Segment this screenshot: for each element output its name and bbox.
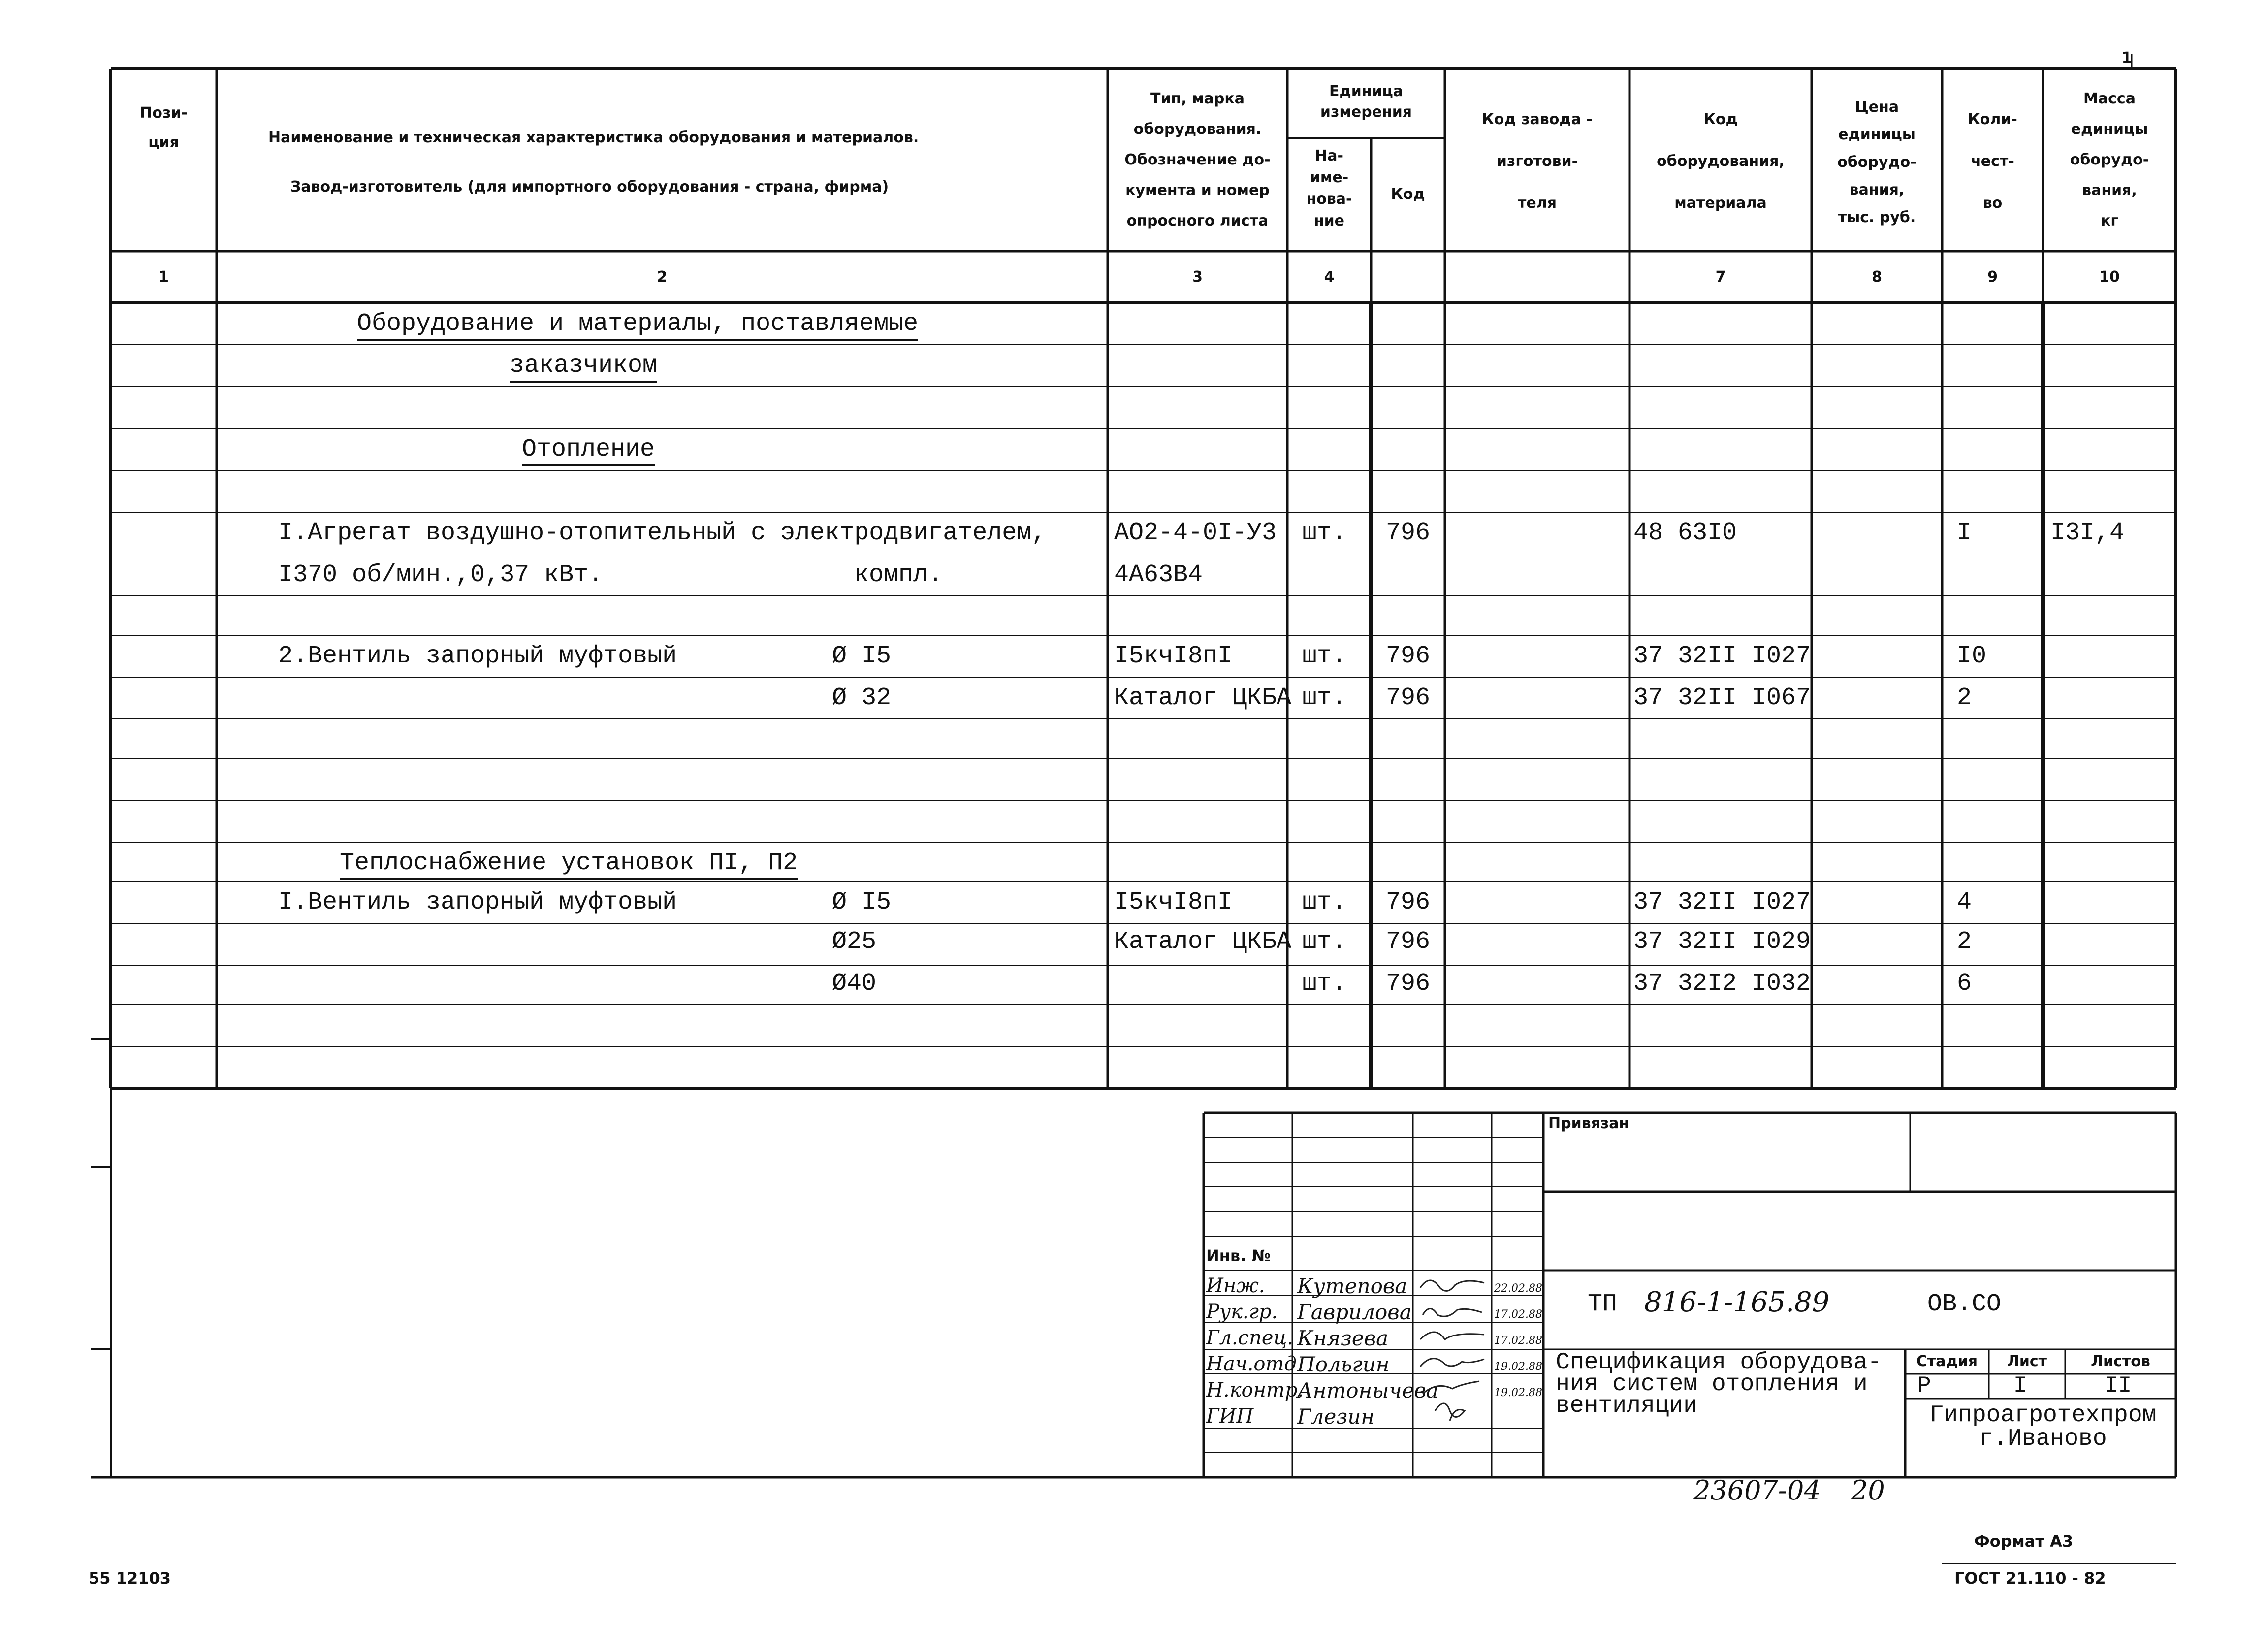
section-heading: заказчиком — [510, 351, 657, 383]
header-price: Цена единицы оборудо- вания, тыс. руб. — [1837, 98, 1917, 226]
column-number: 8 — [1872, 268, 1882, 286]
item-quantity: I0 — [1957, 642, 1987, 670]
item-name: I.Вентиль запорный муфтовый — [278, 888, 677, 916]
item-diameter: Ø I5 — [832, 888, 892, 916]
corner-mark: 1 — [2121, 49, 2132, 66]
column-number: 10 — [2099, 268, 2120, 286]
page-number: 20 — [1851, 1475, 1885, 1506]
paper-format: Формат А3 — [1974, 1532, 2074, 1551]
sheet-value: I — [2013, 1373, 2027, 1399]
stage-value: Р — [1917, 1373, 1931, 1399]
item-name: I370 об/мин.,0,37 кВт. — [278, 561, 604, 589]
item-material-code: 37 32I2 I032 — [1633, 970, 1811, 998]
item-mass: I3I,4 — [2050, 519, 2125, 547]
date-list: 22.02.88 17.02.88 17.02.88 19.02.88 19.02.88 — [1494, 1282, 1542, 1399]
item-material-code: 48 63I0 — [1633, 519, 1737, 547]
item-unit-code: 796 — [1386, 519, 1431, 547]
archive-number: 23607-04 — [1693, 1475, 1821, 1506]
sheets-label: Листов — [2091, 1353, 2150, 1370]
column-number: 4 — [1324, 268, 1335, 286]
header-material-code: Код оборудования, материала — [1657, 111, 1785, 212]
item-quantity: I — [1957, 519, 1972, 547]
header-unit-name: На- име- нова- ние — [1306, 147, 1352, 229]
item-unit: шт. — [1302, 684, 1347, 712]
column-number: 2 — [657, 268, 668, 286]
item-material-code: 37 32II I067 — [1633, 684, 1811, 712]
column-number: 7 — [1715, 268, 1726, 286]
item-diameter: Ø40 — [832, 970, 877, 998]
header-name: Наименование и техническая характеристика оборудования и материалов. Завод-изготовитель (для импортного оборудования - страна, фирма) — [268, 129, 919, 195]
item-unit-code: 796 — [1386, 928, 1431, 956]
item-quantity: 2 — [1957, 684, 1972, 712]
item-type: Каталог ЦКБА — [1114, 928, 1292, 956]
header-mass: Масса единицы оборудо- вания, кг — [2070, 90, 2149, 229]
header-plant-code: Код завода - изготови- теля — [1482, 111, 1593, 212]
item-name: 2.Вентиль запорный муфтовый — [278, 642, 677, 670]
header-quantity: Коли- чест- во — [1968, 111, 2017, 212]
item-diameter: Ø I5 — [832, 642, 892, 670]
item-material-code: 37 32II I027 — [1633, 642, 1811, 670]
organization: Гипроагротехпром г.Иваново — [1929, 1402, 2157, 1452]
column-number: 3 — [1192, 268, 1203, 286]
item-name: I.Агрегат воздушно-отопительный с электродвигателем, — [278, 519, 1047, 547]
item-type: АО2-4-0I-У3 — [1114, 519, 1277, 547]
item-type: I5кчI8пI — [1114, 888, 1233, 916]
item-quantity: 4 — [1957, 888, 1972, 916]
item-quantity: 2 — [1957, 928, 1972, 956]
item-unit-code: 796 — [1386, 684, 1431, 712]
item-unit-code: 796 — [1386, 642, 1431, 670]
role-list: Инж. Рук.гр. Гл.спец. Нач.отд Н.контр. ГИП — [1206, 1274, 1304, 1428]
item-material-code: 37 32II I027 — [1633, 888, 1811, 916]
item-unit-extra: компл. — [854, 561, 943, 589]
item-unit: шт. — [1302, 888, 1347, 916]
section-heading: Отопление — [522, 435, 655, 466]
inventory-number-label: Инв. № — [1206, 1246, 1271, 1265]
item-unit: шт. — [1302, 519, 1347, 547]
item-unit-code: 796 — [1386, 888, 1431, 916]
section-heading: Теплоснабжение установок ПI, П2 — [340, 848, 798, 880]
item-type: 4А63В4 — [1114, 561, 1203, 589]
item-unit: шт. — [1302, 970, 1347, 998]
sheet-label: Лист — [2007, 1353, 2047, 1370]
bound-label: Привязан — [1548, 1115, 1629, 1132]
sheet-identifier: 55 12103 — [89, 1569, 171, 1588]
item-unit-code: 796 — [1386, 970, 1431, 998]
signatures — [1415, 1273, 1489, 1431]
designation: 816-1-165.89 — [1644, 1286, 1830, 1318]
gost-standard: ГОСТ 21.110 - 82 — [1954, 1569, 2106, 1588]
sheets-value: II — [2105, 1373, 2132, 1399]
designation-prefix: ТП — [1588, 1290, 1618, 1318]
column-number: 1 — [159, 268, 169, 286]
stage-label: Стадия — [1916, 1353, 1978, 1370]
item-type: Каталог ЦКБА — [1114, 684, 1292, 712]
header-type: Тип, марка оборудования. Обозначение до- кумента и номер опросного листа — [1124, 90, 1271, 229]
item-material-code: 37 32II I029 — [1633, 928, 1811, 956]
signatory-list: Кутепова Гаврилова Князева Польгин Антонычева Глезин — [1297, 1274, 1438, 1429]
header-unit-code: Код — [1391, 186, 1425, 203]
item-unit: шт. — [1302, 642, 1347, 670]
section-heading: Оборудование и материалы, поставляемые — [357, 309, 918, 341]
document-code: ОВ.СО — [1927, 1290, 2002, 1318]
item-type: I5кчI8пI — [1114, 642, 1233, 670]
item-unit: шт. — [1302, 928, 1347, 956]
item-quantity: 6 — [1957, 970, 1972, 998]
item-diameter: Ø25 — [832, 928, 877, 956]
header-unit-group: Единица измерения — [1320, 83, 1412, 121]
header-position: Пози- ция — [140, 104, 188, 151]
column-number: 9 — [1987, 268, 1998, 286]
document-title: Спецификация оборудова- ния систем отопления и вентиляции — [1556, 1349, 1882, 1419]
item-diameter: Ø 32 — [832, 684, 892, 712]
